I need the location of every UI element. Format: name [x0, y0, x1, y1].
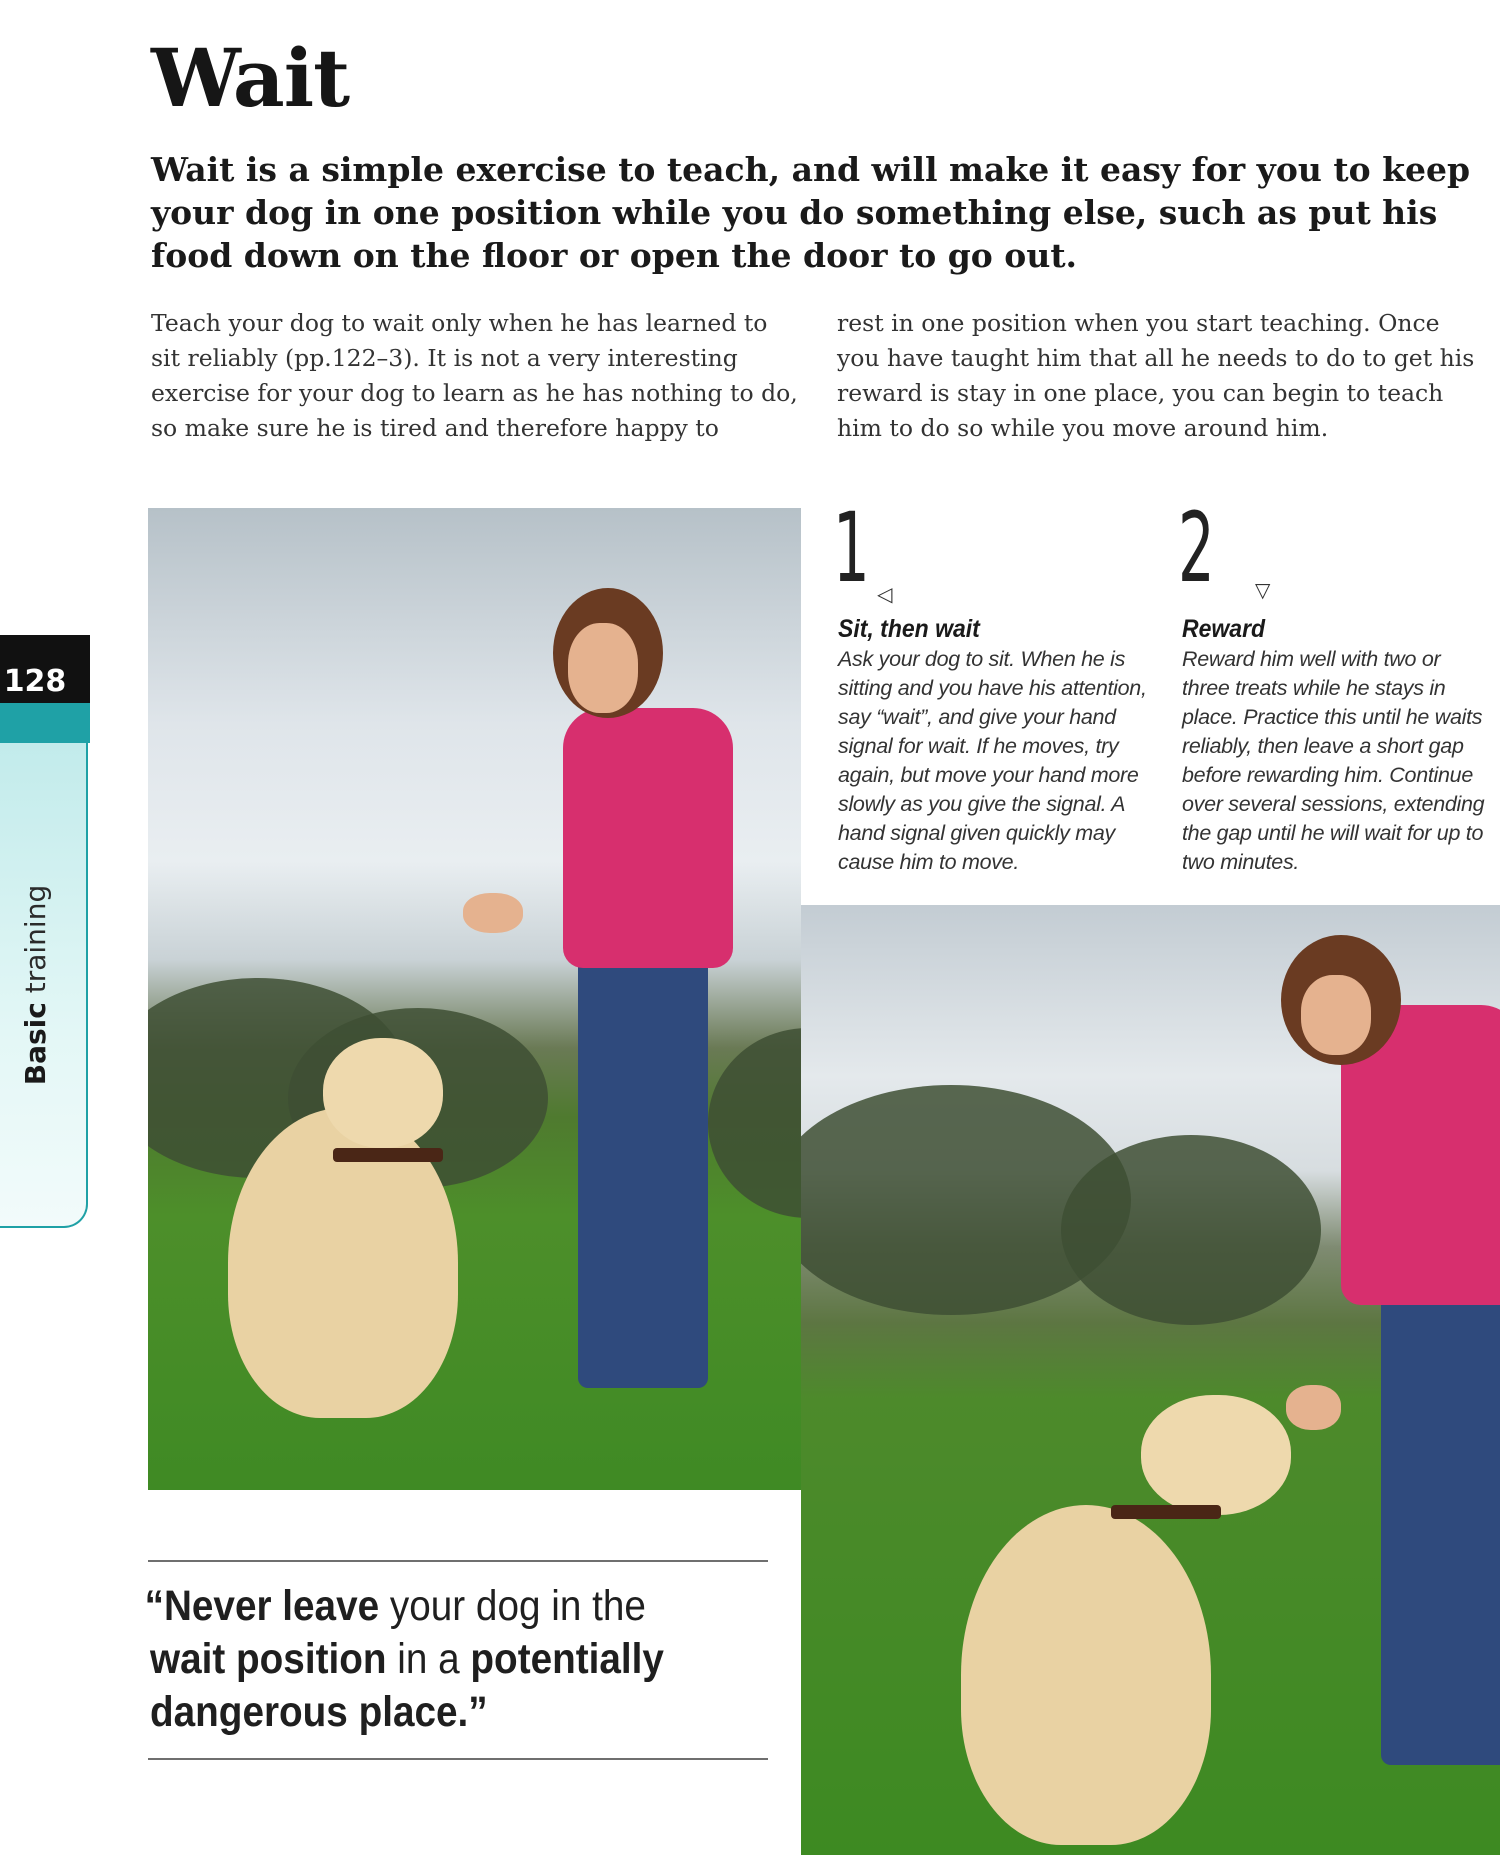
- quote-bold-1: Never leave: [163, 1582, 380, 1630]
- section-tab-accent: [0, 703, 90, 743]
- section-label-rest: training: [19, 884, 52, 1003]
- page-number: 128: [3, 664, 67, 699]
- step-2: [1178, 492, 1235, 604]
- body-text-right-column: rest in one position when you start teaching. Once you have taught him that all he needs to do to get his reward is stay in one place, you can begin to teach him to do so while you move around him.: [837, 309, 1475, 442]
- page-title: Wait: [151, 31, 350, 125]
- step-2-text: Reward him well with two or three treats while he stays in place. Practice this until he waits reliably, then leave a short gap before rewarding him. Continue over several sessions, extending the gap until he will wait for up to two minutes.: [1182, 647, 1485, 874]
- step-1-heading: Sit, then wait: [838, 615, 980, 643]
- section-tab-label: [16, 835, 56, 1135]
- quote-open-mark: “: [144, 1582, 164, 1630]
- photo-sit-then-wait: [148, 508, 801, 1490]
- step-1-number: 1: [833, 492, 868, 604]
- arrow-left-icon: ◁: [877, 582, 893, 606]
- section-label-bold: Basic: [19, 1002, 52, 1086]
- quote-bold-3: potentially dangerous place.: [150, 1635, 664, 1736]
- step-2-heading: Reward: [1182, 615, 1266, 643]
- quote-text-2: in a: [386, 1635, 471, 1683]
- quote-rule-bottom: [148, 1758, 768, 1760]
- step-2-number: 2: [1178, 492, 1213, 604]
- quote-text-1: your dog in the: [379, 1582, 646, 1630]
- body-text-left-column: Teach your dog to wait only when he has learned to sit reliably (pp.122–3). It is not a very interesting exercise for your dog to learn as he has nothing to do, so make sure he is tired and therefore happy to: [151, 309, 798, 442]
- intro-paragraph: Wait is a simple exercise to teach, and will make it easy for you to keep your dog in one position while you do something else, such as put his food down on the floor or open the door to go out.: [151, 150, 1471, 275]
- quote-rule-top: [148, 1560, 768, 1562]
- quote-bold-2: wait position: [150, 1635, 387, 1683]
- step-1-text: Ask your dog to sit. When he is sitting and you have his attention, say “wait”, and give your hand signal for wait. If he moves, try again, but move your hand more slowly as you give the signal. A hand signal given quickly may cause him to move.: [838, 647, 1147, 874]
- photo-reward: [801, 905, 1500, 1855]
- pull-quote: [144, 1580, 726, 1739]
- arrow-down-icon: ▽: [1255, 578, 1271, 602]
- quote-close-mark: ”: [468, 1688, 488, 1736]
